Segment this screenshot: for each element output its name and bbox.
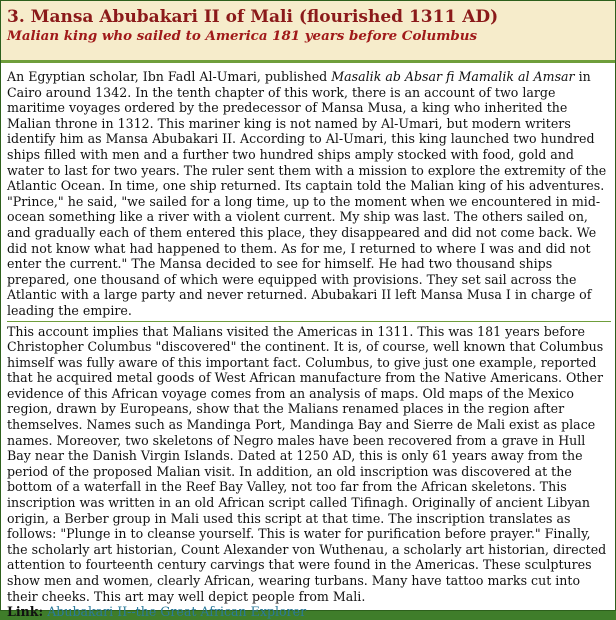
link-line bbox=[7, 604, 611, 620]
paragraph-1 bbox=[7, 69, 611, 319]
paragraph-1-intro: An Egyptian scholar, Ibn Fadl Al-Umari, published bbox=[7, 69, 332, 84]
article-body bbox=[7, 69, 611, 620]
paragraph-divider bbox=[7, 321, 611, 322]
book-title: Masalik ab Absar fi Mamalik al Amsar bbox=[331, 69, 575, 84]
paragraph-2: This account implies that Malians visited the Americas in 1311. This was 181 years before Christopher Columbus "discovered" the continent. It is, of course, well known that Columbus himself was fully aware of this important fact. Columbus, to give just one example, reported that he acquired metal goods of West African manufacture from the Native Americans. Other evidence of this African voyage comes from an analysis of maps. Old maps of the Mexico region, drawn by Europeans, show that the Malians renamed places in the region after themselves. Names such as Mandinga Port, Mandinga Bay and Sierre de Mali exist as place names. Moreover, two skeletons of Negro males have been recovered from a grave in Hull Bay near the Danish Virgin Islands. Dated at 1250 AD, this is only 61 years away from the period of the proposed Malian visit. In addition, an old inscription was discovered at the bottom of a waterfall in the Reef Bay Valley, not too far from the African skeletons. This inscription was written in an old African script called Tifinagh. Originally of ancient Libyan origin, a Berber group in Mali used this script at that time. The inscription translates as follows: "Plunge in to cleanse yourself. This is water for purification before prayer." Finally, the scholarly art historian, Count Alexander von Wuthenau, a scholarly art historian, directed attention to fourteenth century carvings that were found in the Americas. These sculptures show men and women, clearly African, wearing turbans. Many have tattoo marks cut into their cheeks. This art may well depict people from Mali. bbox=[7, 323, 607, 604]
explorer-link[interactable]: Abubakari II--the Great African Explorer bbox=[47, 604, 307, 620]
article-header bbox=[1, 1, 615, 63]
article-title: 3. Mansa Abubakari II of Mali (flourished 1311 AD) bbox=[7, 7, 499, 27]
paragraph-1-rest: in Cairo around 1342. In the tenth chapter of this work, there is an account of two large maritime voyages ordered by the predecessor of Mansa Musa, a king who inherited the Malian throne in 1312. This mariner king is not named by Al-Umari, but modern writers identify him as Mansa Abubakari II. According to Al-Umari, this king launched two hundred ships filled with men and a further two hundred ships amply stocked with food, gold and water to last for two years. The ruler sent them with a mission to explore the extremity of the Atlantic Ocean. In time, one ship returned. Its captain told the Malian king of his adventures. "Prince," he said, "we sailed for a long time, up to the moment when we encountered in mid-ocean something like a river with a violent current. My ship was last. The others sailed on, and gradually each of them entered this place, they disappeared and did not come back. We did not know what had happened to them. As for me, I returned to where I was and did not enter the current." The Mansa decided to see for himself. He had two thousand ships prepared, one thousand of which were equipped with provisions. They set sail across the Atlantic with a large party and never returned. Abubakari II left Mansa Musa I in charge of leading the empire. bbox=[7, 69, 607, 318]
article-subtitle: Malian king who sailed to America 181 years before Columbus bbox=[7, 28, 478, 44]
link-label: Link: bbox=[7, 604, 44, 620]
